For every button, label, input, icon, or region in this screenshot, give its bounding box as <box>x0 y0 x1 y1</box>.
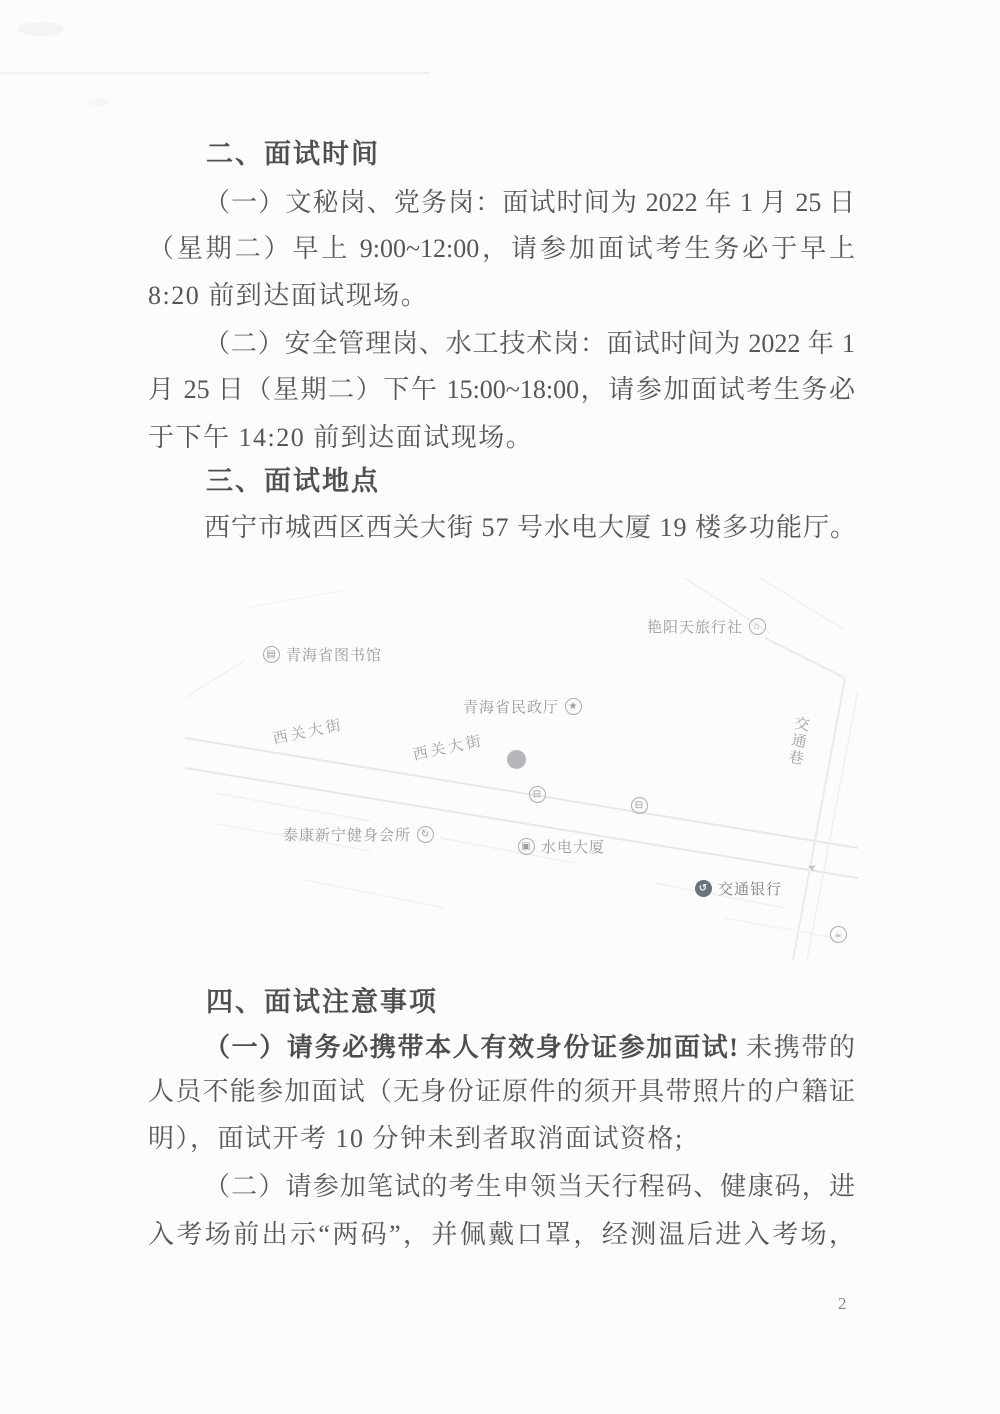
location-map-image <box>185 578 858 960</box>
building-icon: ▣ <box>518 838 535 855</box>
poi-bank <box>695 878 782 899</box>
paragraph-line: 人员不能参加面试（无身份证原件的须开具带照片的户籍证 <box>148 1077 855 1106</box>
paragraph-line: 西宁市城西区西关大街 57 号水电大厦 19 楼多功能厅。 <box>204 513 858 542</box>
poi-civil-affairs <box>463 696 582 717</box>
travel-agency-icon: ⌂ <box>749 618 766 635</box>
note-regular-segment: 未携带的 <box>737 1033 855 1062</box>
poi-gym <box>283 824 434 845</box>
poi-cafe-marker <box>830 926 847 943</box>
poi-travel-agency <box>647 616 766 637</box>
poi-bank-label: 交通银行 <box>718 881 783 898</box>
note-bold-segment: （一）请务必携带本人有效身份证参加面试! <box>204 1033 738 1062</box>
paragraph-line: （星期二）早上 9:00~12:00，请参加面试考生务必于早上 <box>148 234 855 263</box>
street-label-xiguan-1: 西关大街 <box>271 716 346 748</box>
poi-gym-label: 泰康新宁健身会所 <box>283 827 412 844</box>
bus-stop-1 <box>529 786 546 803</box>
cafe-icon: ☕ <box>830 926 847 943</box>
gym-icon: ↻ <box>417 826 434 843</box>
paragraph-line: 8:20 前到达面试现场。 <box>148 281 429 310</box>
paragraph-line: 明），面试开考 10 分钟未到者取消面试资格; <box>148 1124 684 1153</box>
poi-shuidian-tower-label: 水电大厦 <box>541 839 606 856</box>
paragraph-line: 入考场前出示“两码”，并佩戴口罩，经测温后进入考场， <box>148 1220 855 1249</box>
bus-icon: ⊟ <box>529 786 546 803</box>
poi-library-label: 青海省图书馆 <box>286 647 383 664</box>
library-icon: ▤ <box>263 646 280 663</box>
street-label-jiaotong-lane: 交通巷 <box>785 714 811 768</box>
scan-artifact-blob <box>88 98 110 106</box>
section-heading-interview-place: 三、面试地点 <box>206 466 380 496</box>
scan-artifact-streak <box>0 72 430 74</box>
paragraph-line <box>148 1030 855 1068</box>
paragraph-line: 于下午 14:20 前到达面试现场。 <box>148 423 534 452</box>
bus-stop-2 <box>631 797 648 814</box>
poi-travel-agency-label: 艳阳天旅行社 <box>647 619 744 636</box>
poi-shuidian-tower <box>518 836 605 857</box>
paragraph-line: （一）文秘岗、党务岗：面试时间为 2022 年 1 月 25 日 <box>204 188 855 217</box>
scan-artifact-blob <box>18 22 64 36</box>
section-heading-interview-time: 二、面试时间 <box>206 139 380 169</box>
star-icon: ★ <box>565 698 582 715</box>
paragraph-line: （二）请参加笔试的考生申领当天行程码、健康码，进 <box>204 1172 855 1201</box>
street-label-xiguan-2: 西关大街 <box>411 732 486 764</box>
location-dot <box>507 750 526 769</box>
poi-library <box>263 644 382 665</box>
page-number: 2 <box>838 1294 847 1313</box>
bank-icon: ↺ <box>695 880 712 897</box>
section-heading-interview-notes: 四、面试注意事项 <box>206 987 438 1017</box>
cursor-arrow-mark: ➤ <box>805 859 819 875</box>
paragraph-line: （二）安全管理岗、水工技术岗：面试时间为 2022 年 1 <box>204 329 855 358</box>
poi-civil-affairs-label: 青海省民政厅 <box>463 699 560 716</box>
bus-icon: ⊟ <box>631 797 648 814</box>
paragraph-line: 月 25 日（星期二）下午 15:00~18:00，请参加面试考生务必 <box>148 375 855 404</box>
